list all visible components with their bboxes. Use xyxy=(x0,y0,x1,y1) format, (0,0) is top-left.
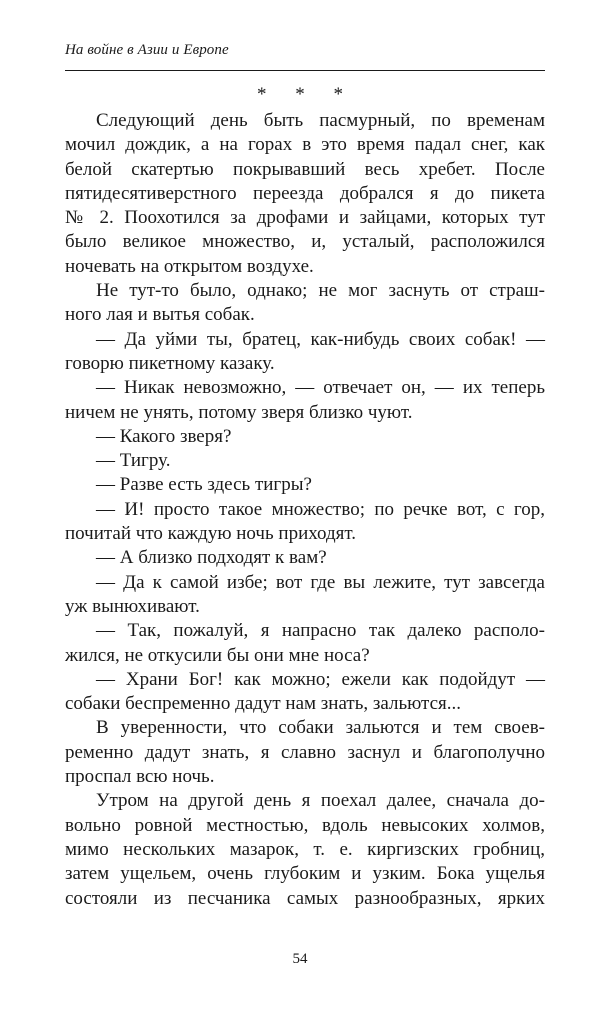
text-line: мимо нескольких мазарок, т. е. киргизских гробниц, xyxy=(65,838,545,860)
section-separator: * * * xyxy=(257,84,355,105)
text-line: — А близко подходят к вам? xyxy=(96,547,327,569)
text-line: почитай что каждую ночь приходят. xyxy=(65,523,357,545)
text-line: — Никак невозможно, — отвечает он, — их теперь xyxy=(96,377,545,399)
text-line: затем ущельем, очень глубоким и узким. Бока ущелья xyxy=(65,863,545,885)
text-line: говорю пикетному казаку. xyxy=(65,352,275,374)
text-line: пятидесятиверстного переезда добрался я до пикета xyxy=(65,182,545,204)
text-line: — Какого зверя? xyxy=(96,425,232,447)
text-line: проспал всю ночь. xyxy=(65,766,215,788)
text-line: состояли из песчаника самых разнообразных, ярких xyxy=(65,887,545,909)
text-line: вольно ровной местностью, вдоль невысоких холмов, xyxy=(65,814,545,836)
text-line: — Да к самой избе; вот где вы лежите, тут завсегда xyxy=(96,571,545,593)
text-line: собаки беспременно дадут нам знать, зальются... xyxy=(65,693,462,715)
text-line: жился, не откусили бы они мне носа? xyxy=(65,644,370,666)
text-line: Утром на другой день я поехал далее, сначала до- xyxy=(96,790,545,812)
text-line: Не тут-то было, однако; не мог заснуть от страш- xyxy=(96,280,545,302)
text-line: было великое множество, и, усталый, расположился xyxy=(65,231,545,253)
text-line: ного лая и вытья собак. xyxy=(65,304,255,326)
text-line: уж вынюхивают. xyxy=(65,595,200,617)
text-line: ременно дадут знать, я славно заснул и благополучно xyxy=(65,741,545,763)
text-line: ничем не унять, потому зверя близко чуют. xyxy=(65,401,413,423)
text-line: белой скатертью покрывавший весь хребет. После xyxy=(65,158,545,180)
text-line: № 2. Поохотился за дрофами и зайцами, которых тут xyxy=(65,207,545,229)
text-line: мочил дождик, а на горах в это время падал снег, как xyxy=(65,134,545,156)
header-rule xyxy=(65,70,545,71)
text-line: — И! просто такое множество; по речке вот, с гор, xyxy=(96,498,545,520)
running-title: На войне в Азии и Европе xyxy=(65,42,229,58)
text-line: — Разве есть здесь тигры? xyxy=(96,474,312,496)
text-line: — Тигру. xyxy=(96,450,171,472)
text-line: Следующий день быть пасмурный, по временам xyxy=(96,110,545,131)
body-text xyxy=(65,109,545,911)
text-line: — Так, пожалуй, я напрасно так далеко располо- xyxy=(96,620,545,642)
page-number: 54 xyxy=(292,951,308,967)
text-line: В уверенности, что собаки зальются и тем своев- xyxy=(96,717,545,739)
text-line: — Храни Бог! как можно; ежели как подойдут — xyxy=(96,668,545,690)
text-line: ночевать на открытом воздухе. xyxy=(65,255,314,277)
text-line: — Да уйми ты, братец, как-нибудь своих собак! — xyxy=(96,328,545,350)
